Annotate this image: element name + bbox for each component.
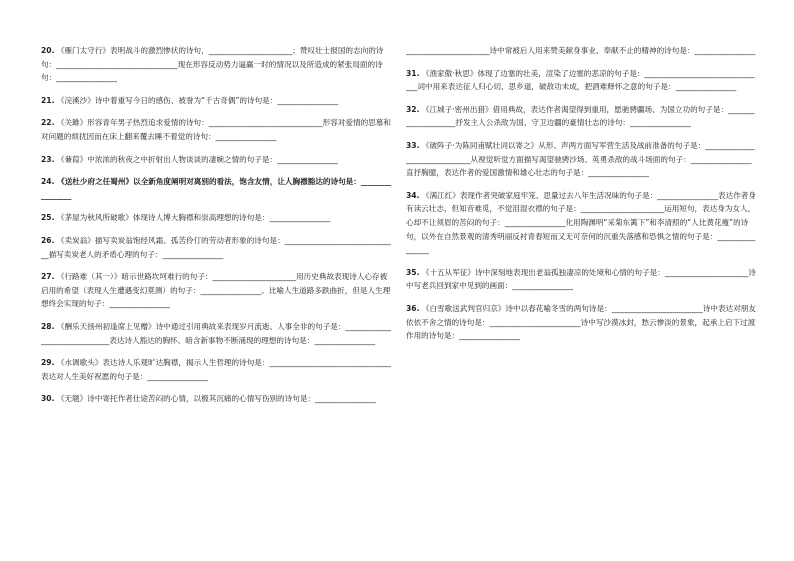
question-text: 《渔家傲·秋思》体现了边塞的壮美，渲染了边塞的悲凉的句子是：________________________________词中用来表达征人归心切、思乡道，破敌功未成，把酒难释怀之意的句子是：________________: [406, 68, 755, 92]
question-number: 35.: [406, 267, 420, 277]
question-text: 《白雪歌送武判官归京》诗中以春花喻冬雪的两句诗是：________________________诗中表达对朋友依依不舍之情的诗句是：________________________诗中写沙漠冰封，愁云惨淡的景象，起承上启下过渡作用的诗句是：________________: [406, 303, 756, 341]
question-text: 《关雎》形容青年男子热烈追求爱情的诗句：______________________________形容对爱情的思慕和对问题的烦扰因而在床上翻来覆去睡不着觉的诗句：________________: [41, 118, 391, 141]
question-number: 26.: [41, 235, 55, 245]
question-number: 20.: [41, 46, 55, 55]
question-24: [41, 175, 393, 202]
question-text: 《送杜少府之任蜀州》以全新角度阐明对离别的看法，饱含友情，让人胸襟豁达的诗句是：________________: [41, 177, 392, 200]
question-text: 《破阵子·为陈同甫赋壮词以寄之》从形、声两方面写军营生活及战前准备的句子是：______________________________从视觉听觉方面描写渴望驰骋沙场、英勇杀敌的战斗场面的句子：________________直抒胸臆，表达作者的爱国激情和雄心壮志的句子是：________________: [406, 140, 755, 178]
question-text: 《水调歌头》表达诗人乐观旷达胸襟，揭示人生哲理的诗句是：________________________________表达对人生美好祝愿的句子是：________________: [41, 358, 391, 381]
question-30-continued: [406, 44, 758, 58]
question-32: [406, 103, 758, 130]
question-number: 24.: [41, 177, 55, 187]
question-text: 《茅屋为秋风所破歌》体现诗人博大胸襟和崇高理想的诗句是：________________: [56, 213, 331, 223]
question-number: 21.: [41, 95, 55, 105]
question-29: [41, 356, 393, 383]
question-text: 《雁门太守行》表明战斗的激烈惨状的诗句，______________________；赞叹壮士报国的志向的诗句：________________________________现在形容反动势力逼赢一时的情况以及所造成的紧张局面的诗句：________________: [41, 46, 384, 83]
question-number: 25.: [41, 213, 55, 223]
question-text: 《无题》诗中寄托作者仕途苦闷的心情，以极其沉痛的心情写伤别的诗句是：________________: [56, 394, 376, 404]
question-text: 《江城子·密州出猎》借用典故，表达作者渴望得到重用，愿驰骋疆场、为国立功的句子是：____________________抒发主人公杀敌为国、守卫边疆的豪情壮志的诗句：________________: [406, 104, 755, 128]
question-27: [41, 270, 393, 311]
question-text: 《浣溪沙》诗中着重写今日的感伤、被誉为“千古奇偶”的诗句是：________________: [56, 95, 339, 105]
question-number: 23.: [41, 154, 55, 164]
question-text: 《十五从军征》诗中深刻地表现出老翁孤独凄凉的处境和心情的句子是：______________________诗中写老兵回到家中见到的画面：________________: [406, 267, 756, 291]
question-number: 32.: [406, 104, 420, 114]
question-text: 《酬乐天扬州初逢席上见赠》诗中通过引用典故来表现岁月流逝、人事全非的句子是：______________________________表达诗人豁达的胸怀、暗含新事物不断涌现的理想的诗句是：________________: [41, 321, 391, 345]
question-number: 34.: [406, 190, 420, 200]
question-35: [406, 266, 758, 293]
question-text: 《蒹葭》中浓浓的秋夜之中折射出人物谈谈的凄婉之情的句子是：________________: [56, 154, 338, 164]
question-text: ______________________诗中常被后人用来赞美献身事业、奉献不止的精神的诗句是：________________: [406, 46, 756, 55]
question-28: [41, 320, 393, 347]
left-column: [41, 44, 393, 415]
question-26: [41, 234, 393, 261]
question-number: 36.: [406, 303, 420, 313]
question-text: 《卖炭翁》描写卖炭翁饱经风霜、孤苦伶仃的劳动者形象的诗句是：______________________________描写卖炭老人的矛盾心理的句子：________________: [41, 235, 391, 259]
question-number: 33.: [406, 140, 420, 150]
question-36: [406, 302, 758, 343]
question-number: 27.: [41, 272, 55, 282]
question-number: 29.: [41, 358, 55, 368]
question-25: [41, 211, 393, 225]
question-33: [406, 139, 758, 180]
question-30: [41, 392, 393, 406]
question-number: 28.: [41, 321, 55, 331]
question-21: [41, 94, 393, 108]
question-23: [41, 153, 393, 167]
question-number: 22.: [41, 118, 55, 128]
question-number: 30.: [41, 394, 55, 404]
question-34: [406, 189, 758, 257]
question-22: [41, 116, 393, 143]
question-text: 《行路难（其一）》暗示世路坎坷难行的句子：______________________用历史典故表现诗人心存被启用的希望（表现人生遭遇变幻莫测）的句子：________________。比喻人生道路多跌曲折，但是人生理想终会实现的句子：________________: [41, 272, 391, 309]
question-20: [41, 44, 393, 85]
question-text: 《满江红》表现作者突破家庭牢笼、思量过去八年生活况味的句子是：________________表达作者身有读云壮志，但知音难觅，不觉泪湿衣襟的句子是：______________________运用短句，表达身为女人，心却不让须眉的苦闷的句子：________________化用陶渊明“采菊东篱下”和李清照的“人比黄花瘦”的诗句，以外在自然景观的清秀明丽反衬青春短而又无可奈何的沉重失落感和恐惧之情的句子是：________________: [406, 190, 756, 255]
question-31: [406, 67, 758, 94]
right-column: [406, 44, 758, 352]
question-number: 31.: [406, 68, 420, 78]
